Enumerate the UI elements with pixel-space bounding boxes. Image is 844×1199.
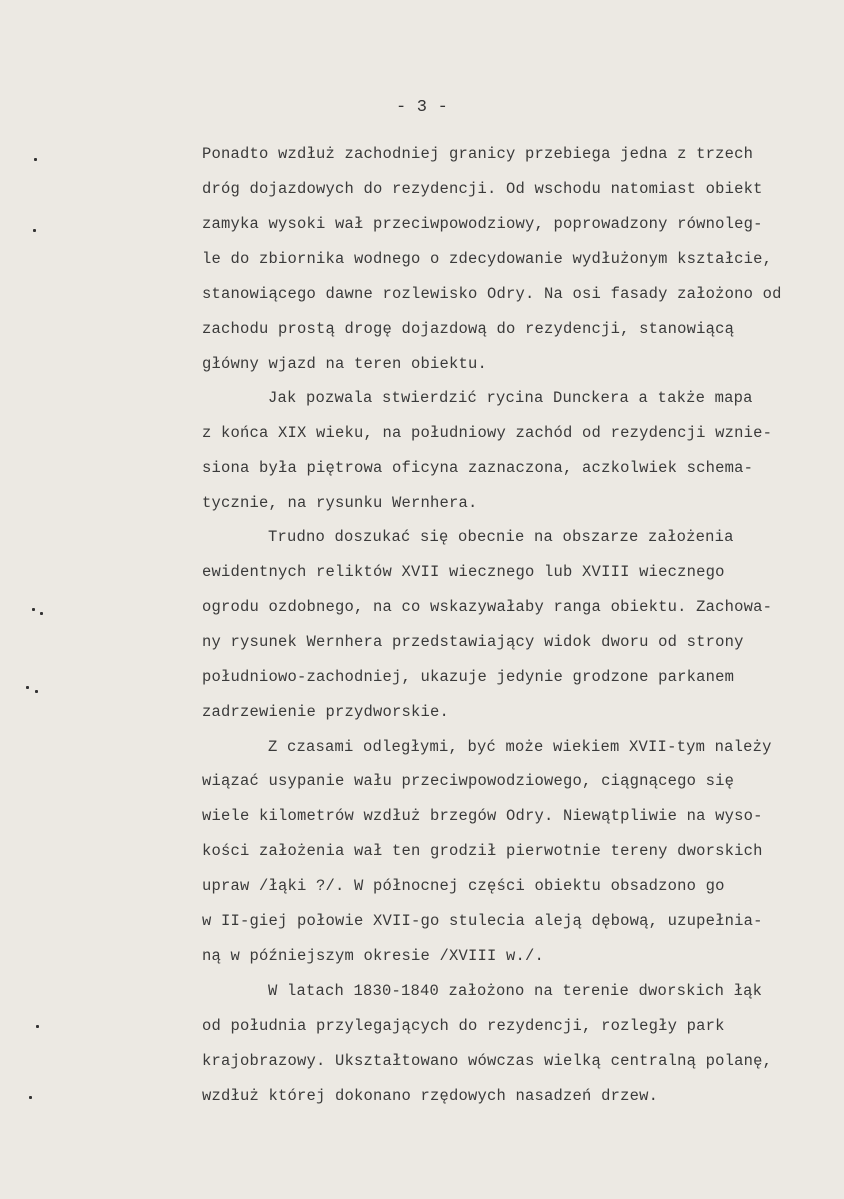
paragraph-line: krajobrazowy. Ukształtowano wówczas wielką centralną polanę,: [202, 1052, 773, 1070]
paragraph-line: le do zbiornika wodnego o zdecydowanie wydłużonym kształcie,: [202, 250, 773, 268]
paragraph-line: wzdłuż której dokonano rzędowych nasadzeń drzew.: [202, 1087, 659, 1105]
paragraph-line: stanowiącego dawne rozlewisko Odry. Na osi fasady założono od: [202, 285, 782, 303]
paragraph-line: w II-giej połowie XVII-go stulecia aleją dębową, uzupełnia-: [202, 912, 763, 930]
paragraph-line: Jak pozwala stwierdzić rycina Dunckera a także mapa: [268, 389, 753, 407]
paragraph-line: wiele kilometrów wzdłuż brzegów Odry. Niewątpliwie na wyso-: [202, 807, 763, 825]
paragraph-line: Trudno doszukać się obecnie na obszarze założenia: [268, 528, 734, 546]
page-number: - 3 -: [396, 98, 449, 117]
margin-mark: [40, 612, 43, 615]
margin-mark: [34, 158, 37, 161]
paragraph-line: zadrzewienie przydworskie.: [202, 703, 450, 721]
margin-mark: [36, 1025, 39, 1028]
paragraph-line: wiązać usypanie wału przeciwpowodziowego, ciągnącego się: [202, 772, 735, 790]
margin-mark: [29, 1096, 32, 1099]
paragraph-line: z końca XIX wieku, na południowy zachód od rezydencji wznie-: [202, 424, 773, 442]
paragraph-line: upraw /łąki ?/. W północnej części obiektu obsadzono go: [202, 877, 725, 895]
paragraph-line: siona była piętrowa oficyna zaznaczona, aczkolwiek schema-: [202, 459, 754, 477]
margin-mark: [26, 686, 29, 689]
paragraph-line: południowo-zachodniej, ukazuje jedynie grodzone parkanem: [202, 668, 735, 686]
paragraph-line: główny wjazd na teren obiektu.: [202, 355, 488, 373]
paragraph-line: zamyka wysoki wał przeciwpowodziowy, poprowadzony równoleg-: [202, 215, 763, 233]
margin-mark: [32, 608, 35, 611]
paragraph-line: ny rysunek Wernhera przedstawiający widok dworu od strony: [202, 633, 744, 651]
paragraph-line: ną w późniejszym okresie /XVIII w./.: [202, 947, 545, 965]
paragraph-line: kości założenia wał ten grodził pierwotnie tereny dworskich: [202, 842, 763, 860]
paragraph-line: od południa przylegających do rezydencji, rozległy park: [202, 1017, 725, 1035]
paragraph-line: Ponadto wzdłuż zachodniej granicy przebiega jedna z trzech: [202, 145, 754, 163]
paragraph-line: ewidentnych reliktów XVII wiecznego lub XVIII wiecznego: [202, 563, 725, 581]
paragraph-line: ogrodu ozdobnego, na co wskazywałaby ranga obiektu. Zachowa-: [202, 598, 773, 616]
margin-mark: [33, 229, 36, 232]
margin-mark: [35, 690, 38, 693]
paragraph-line: zachodu prostą drogę dojazdową do rezydencji, stanowiącą: [202, 320, 735, 338]
paragraph-line: dróg dojazdowych do rezydencji. Od wschodu natomiast obiekt: [202, 180, 763, 198]
paragraph-line: tycznie, na rysunku Wernhera.: [202, 494, 478, 512]
paragraph-line: Z czasami odległymi, być może wiekiem XVII-tym należy: [268, 738, 772, 756]
paragraph-line: W latach 1830-1840 założono na terenie dworskich łąk: [268, 982, 763, 1000]
